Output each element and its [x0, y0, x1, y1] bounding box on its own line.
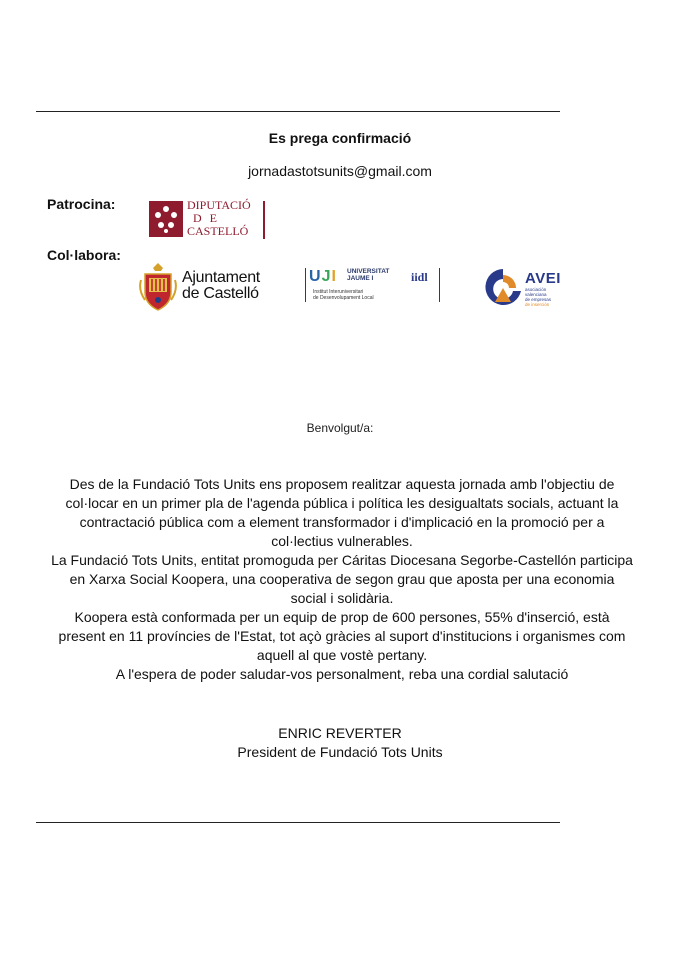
signer-name: ENRIC REVERTER	[278, 725, 402, 741]
diputacio-castello-logo	[149, 199, 267, 241]
uji-mark-i: I	[331, 268, 337, 285]
ajuntament-line-2: de Castelló	[182, 285, 259, 302]
diputacio-emblem-icon	[149, 201, 183, 237]
ajuntament-wordmark	[182, 270, 260, 302]
avei-emblem-icon	[483, 266, 523, 312]
avei-sub-3: de empresas	[525, 297, 552, 302]
bottom-divider	[36, 822, 560, 823]
avei-logo	[483, 266, 573, 312]
uji-iidl-logo	[305, 268, 443, 304]
diputacio-line-3: CASTELLÓ	[187, 224, 249, 238]
diputacio-line-2: DE	[193, 211, 225, 225]
letter-paragraph-2: La Fundació Tots Units, entitat promoguda per Cáritas Diocesana Segorbe-Castellón participa en Xarxa Social Koopera, una cooperativa de segon grau que aposta per una economia social i solidària.	[51, 552, 633, 606]
collabora-label: Col·labora:	[47, 247, 121, 263]
uji-right-line	[439, 268, 440, 302]
confirmation-heading: Es prega confirmació	[268, 130, 412, 146]
uji-left-line	[305, 268, 306, 302]
avei-sub-4: de inserción	[525, 302, 550, 307]
diputacio-line-1: DIPUTACIÓ	[187, 198, 251, 212]
coat-of-arms-icon	[137, 262, 179, 312]
diputacio-bar	[263, 201, 265, 239]
uji-name-line-2: JAUME I	[347, 275, 374, 282]
iidl-full-name	[313, 289, 374, 301]
iidl-mark: iidl	[411, 270, 428, 284]
avei-sub-1: asociación	[525, 287, 547, 292]
signer-role: President de Fundació Tots Units	[237, 744, 443, 760]
uji-name-line-1: UNIVERSITAT	[347, 268, 390, 275]
ajuntament-castello-logo	[137, 262, 267, 312]
letter-paragraph-3: Koopera està conformada per un equip de prop de 600 persones, 55% d'inserció, està present en 11 províncies de l'Estat, tot açò gràcies al suport d'institucions i organismes com aquell al que vostè pertany.	[58, 609, 626, 663]
contact-email[interactable]: jornadastotsunits@gmail.com	[248, 163, 432, 179]
top-divider	[36, 111, 560, 112]
ajuntament-line-1: Ajuntament	[182, 269, 260, 286]
diputacio-wordmark	[187, 199, 267, 241]
letter-paragraph-4: A l'espera de poder saludar-vos personalment, reba una cordial salutació	[115, 666, 569, 682]
uji-name	[347, 268, 389, 282]
letter-paragraph-1: Des de la Fundació Tots Units ens proposem realitzar aquesta jornada amb l'objectiu de col·locar en un primer pla de l'agenda pública i política les desigualtats socials, actuant la contractació pública com a element transformador i d'implicació en la promoció per a col·lectius vulnerables.	[65, 476, 619, 549]
patrocina-label: Patrocina:	[47, 196, 116, 212]
iidl-line-1: Institut Interuniversitari	[313, 289, 364, 295]
uji-mark-j: J	[321, 268, 332, 285]
letter-body	[50, 475, 634, 684]
uji-mark	[309, 268, 337, 286]
avei-sub-2: valenciana	[525, 292, 547, 297]
greeting: Benvolgut/a:	[306, 421, 374, 435]
avei-subtitle	[525, 287, 551, 307]
iidl-line-2: de Desenvolupament Local	[313, 295, 374, 301]
uji-mark-u: U	[309, 268, 322, 285]
avei-wordmark: AVEI	[525, 270, 561, 287]
